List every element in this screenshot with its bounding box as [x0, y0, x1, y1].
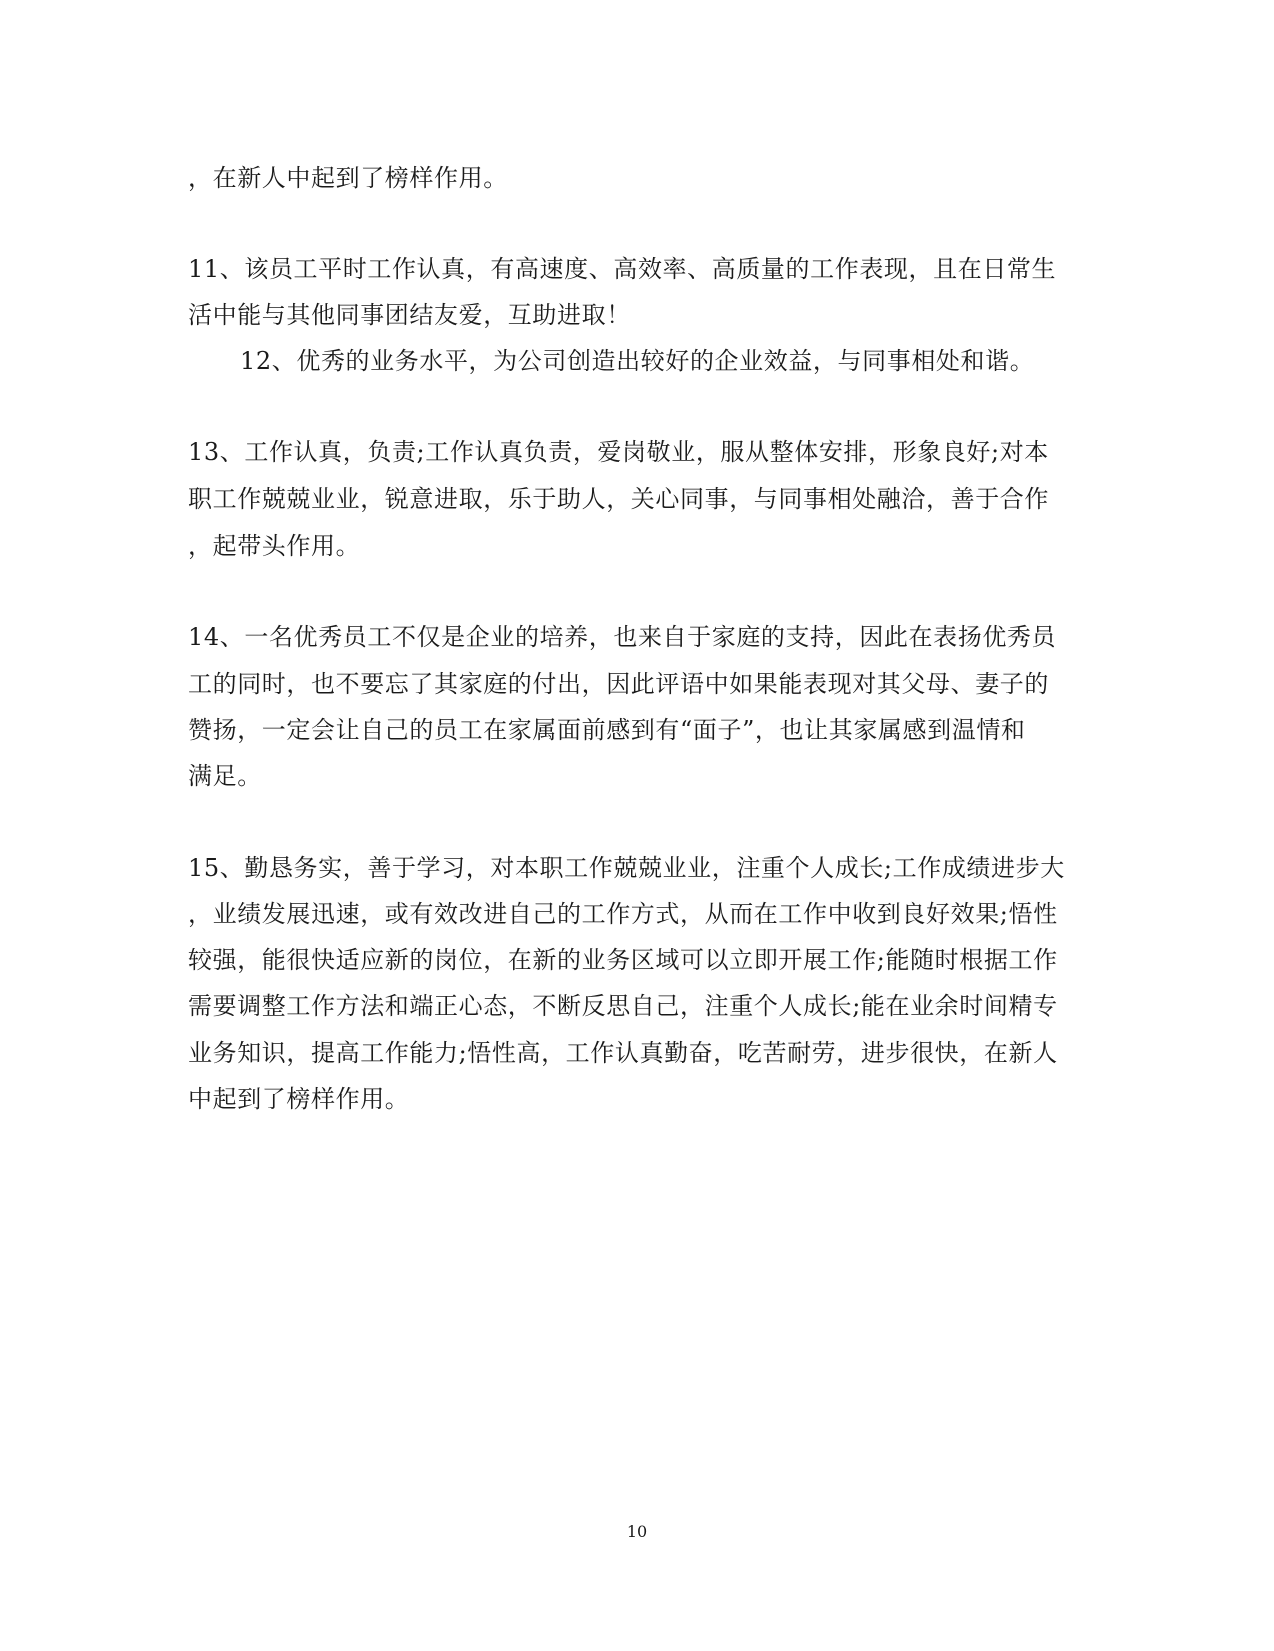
paragraph-line: 15、勤恳务实，善于学习，对本职工作兢兢业业，注重个人成长;工作成绩进步大 — [188, 854, 1065, 882]
paragraph-line: 活中能与其他同事团结友爱，互助进取！ — [188, 301, 631, 329]
paragraph-line: 满足。 — [188, 762, 262, 790]
paragraph-line: 职工作兢兢业业，锐意进取，乐于助人，关心同事，与同事相处融洽，善于合作 — [188, 485, 1049, 513]
paragraph-line: ，业绩发展迅速，或有效改进自己的工作方式，从而在工作中收到良好效果;悟性 — [188, 900, 1058, 928]
paragraph-line: 业务知识，提高工作能力;悟性高，工作认真勤奋，吃苦耐劳，进步很快，在新人 — [188, 1039, 1058, 1067]
paragraph-line: ，起带头作用。 — [188, 532, 361, 560]
paragraph-line: 14、一名优秀员工不仅是企业的培养，也来自于家庭的支持，因此在表扬优秀员 — [188, 623, 1057, 651]
paragraph-line: 11、该员工平时工作认真，有高速度、高效率、高质量的工作表现，且在日常生 — [188, 255, 1057, 283]
paragraph-line: 较强，能很快适应新的岗位，在新的业务区域可以立即开展工作;能随时根据工作 — [188, 946, 1058, 974]
paragraph-line: 需要调整工作方法和端正心态，不断反思自己，注重个人成长;能在业余时间精专 — [188, 992, 1058, 1020]
paragraph-line: 13、工作认真，负责;工作认真负责，爱岗敬业，服从整体安排，形象良好;对本 — [188, 438, 1049, 466]
page-number: 10 — [626, 1522, 648, 1541]
paragraph-line: 中起到了榜样作用。 — [188, 1085, 410, 1113]
paragraph-line: 赞扬，一定会让自己的员工在家属面前感到有“面子”，也让其家属感到温情和 — [188, 716, 1026, 744]
paragraph-line: ，在新人中起到了榜样作用。 — [188, 164, 508, 192]
paragraph-line: 工的同时，也不要忘了其家庭的付出，因此评语中如果能表现对其父母、妻子的 — [188, 670, 1049, 698]
paragraph-line: 12、优秀的业务水平，为公司创造出较好的企业效益，与同事相处和谐。 — [240, 347, 1035, 375]
